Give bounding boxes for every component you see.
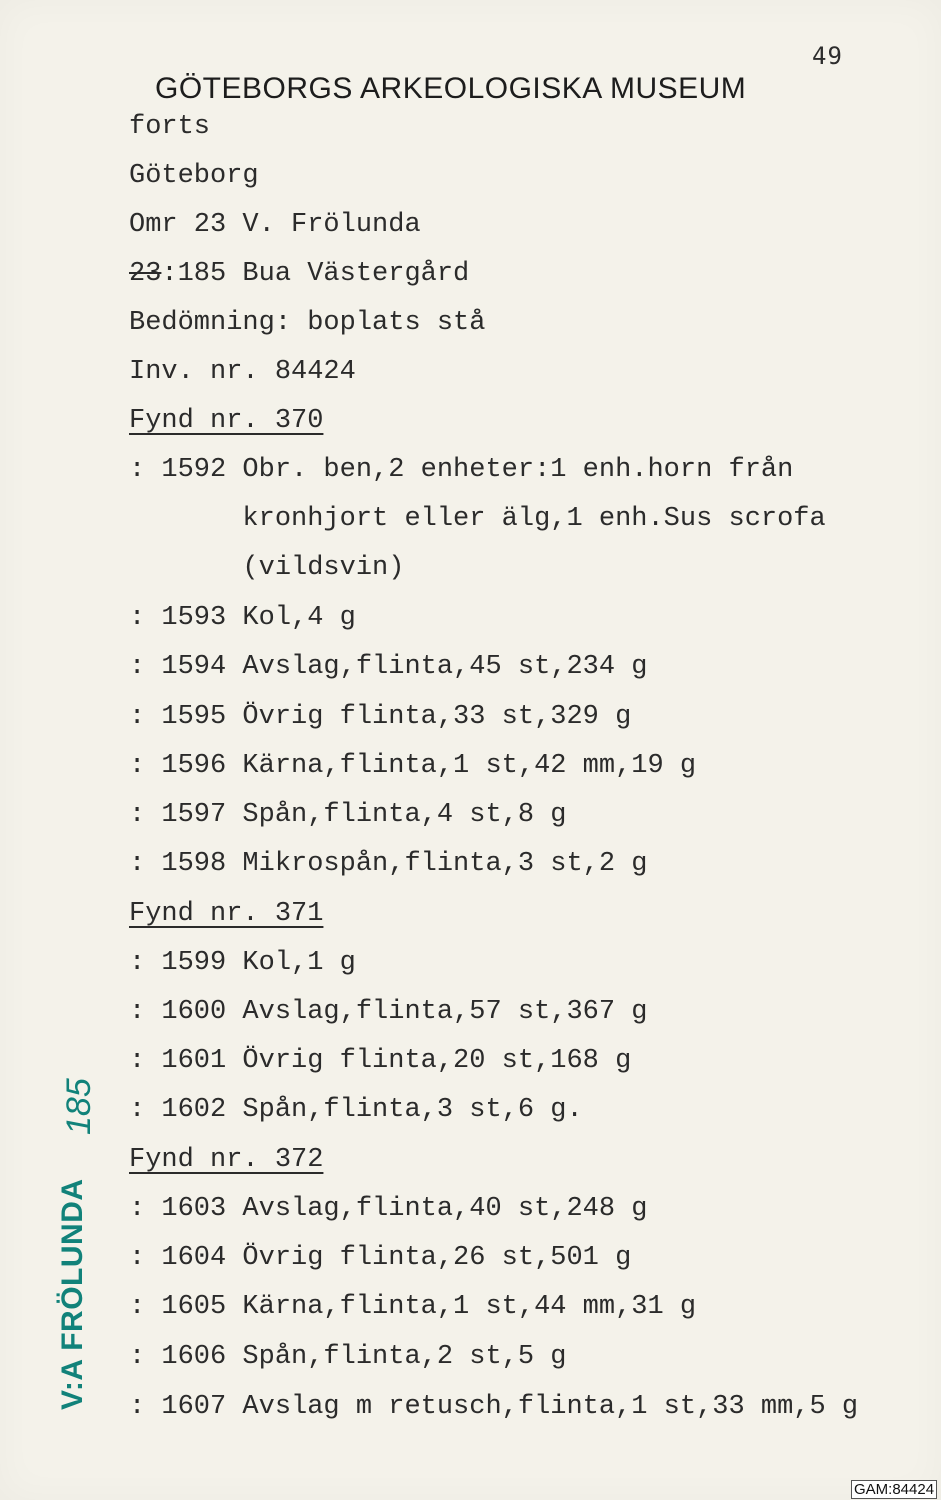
find-entry: : 1606 Spån,flinta,2 st,5 g	[129, 1342, 567, 1372]
site-prefix: 23	[129, 259, 162, 289]
find-entry: : 1595 Övrig flinta,33 st,329 g	[129, 702, 632, 732]
find-entry: : 1596 Kärna,flinta,1 st,42 mm,19 g	[129, 751, 697, 781]
continued-label: forts	[129, 112, 211, 142]
find-entry: : 1600 Avslag,flinta,57 st,367 g	[129, 997, 648, 1027]
page-number: 49	[812, 42, 843, 70]
find-entry: : 1599 Kol,1 g	[129, 948, 356, 978]
area-line: Omr 23 V. Frölunda	[129, 210, 421, 240]
find-entry: : 1601 Övrig flinta,20 st,168 g	[129, 1046, 632, 1076]
site-line	[129, 259, 469, 289]
city-line: Göteborg	[129, 161, 259, 191]
find-entry: kronhjort eller älg,1 enh.Sus scrofa	[129, 504, 826, 534]
find-entry: : 1602 Spån,flinta,3 st,6 g.	[129, 1095, 583, 1125]
side-site-number: 185	[60, 1078, 98, 1135]
find-entry: : 1593 Kol,4 g	[129, 603, 356, 633]
find-entry: : 1598 Mikrospån,flinta,3 st,2 g	[129, 849, 648, 879]
museum-header: GÖTEBORGS ARKEOLOGISKA MUSEUM	[155, 72, 747, 105]
side-location-label: V:A FRÖLUNDA	[56, 1178, 89, 1410]
archive-id-label: GAM:84424	[851, 1480, 937, 1499]
find-entry: : 1605 Kärna,flinta,1 st,44 mm,31 g	[129, 1292, 697, 1322]
find-entry: (vildsvin)	[129, 553, 405, 583]
find-heading-372: Fynd nr. 372	[129, 1145, 324, 1175]
find-entry: : 1594 Avslag,flinta,45 st,234 g	[129, 652, 648, 682]
inventory-line: Inv. nr. 84424	[129, 357, 356, 387]
find-entry: : 1603 Avslag,flinta,40 st,248 g	[129, 1194, 648, 1224]
find-heading-370: Fynd nr. 370	[129, 406, 324, 436]
find-entry: : 1604 Övrig flinta,26 st,501 g	[129, 1243, 632, 1273]
assessment-line: Bedömning: boplats stå	[129, 308, 486, 338]
find-entry: : 1607 Avslag m retusch,flinta,1 st,33 mm,5 g	[129, 1392, 859, 1422]
find-entry: : 1592 Obr. ben,2 enheter:1 enh.horn från	[129, 455, 794, 485]
find-entry: : 1597 Spån,flinta,4 st,8 g	[129, 800, 567, 830]
find-heading-371: Fynd nr. 371	[129, 899, 324, 929]
site-rest: :185 Bua Västergård	[161, 259, 470, 289]
